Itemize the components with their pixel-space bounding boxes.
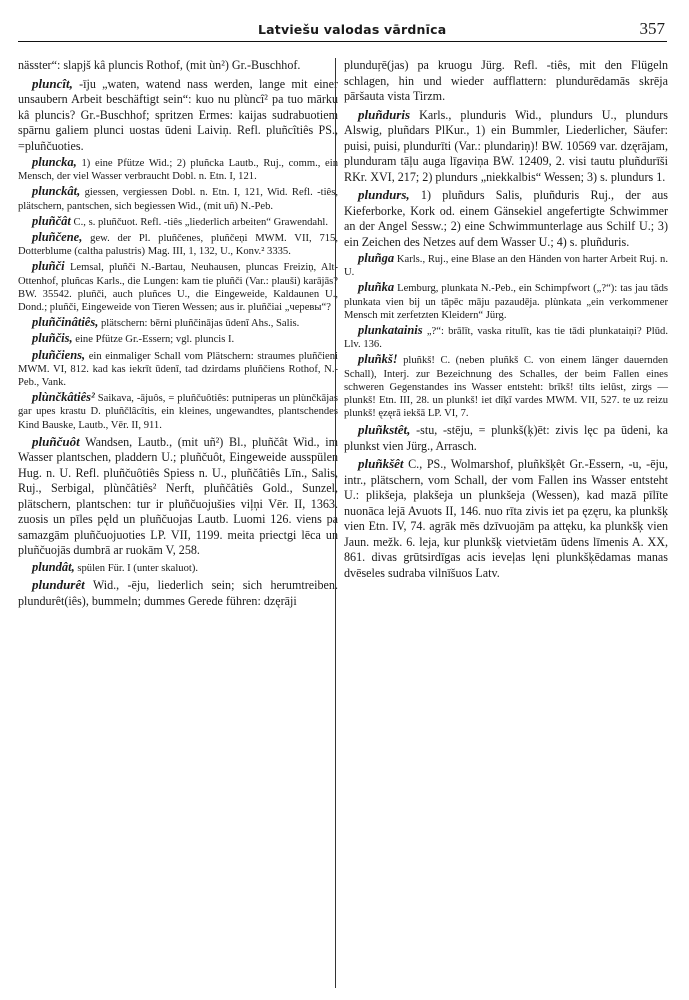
entry-headword: plunkatainis xyxy=(358,323,423,338)
entry-headword: plundât, xyxy=(32,559,75,574)
dictionary-entry xyxy=(18,260,338,314)
entry-definition: ein einmaliger Schall vom Plätschern: straumes pluñčieni MWM. VI, 812. kad kas iekrīt ūdenī, tad dzirdams pluñčiens Rothof, N.-Peb., Vank. xyxy=(18,350,338,389)
dictionary-entry xyxy=(18,434,338,559)
entry-headword: pluncît, xyxy=(32,75,73,91)
entry-definition: Lemburg, plunkata N.-Peb., ein Schimpfwort („?“): tas jau tāds plunkata vien bij un tāpēc māju pazaudēja. plùnkata „ein verkommener Mensch mit zerfetzten Kleidern“ Jürg. xyxy=(344,283,668,321)
dictionary-entry xyxy=(344,281,668,322)
entry-headword: pluñčuôt xyxy=(32,433,80,449)
entry-definition: -īju „waten, watend nass werden, lange mit einer unsaubern Arbeit beschäftigt sein“: kuo nu plùncî² pa tuo mārku kâ pluncis? Gr.-Buschhof; spritzen Ermes: kaijas sudrabuotiem spārnu galiem plunci uostas ūdeni Laiviņ. Refl. pluñcîtiês PS., =pluñčuoties. xyxy=(18,76,338,153)
dictionary-entry xyxy=(18,577,338,609)
entry-headword: pluñkšêt xyxy=(358,456,404,472)
entry-definition: 1) eine Pfütze Wid.; 2) pluñcka Lautb., Ruj., comm., ein Mensch, der viel Wasser verbraucht Dobl. n. Etn. I, 121. xyxy=(18,158,338,183)
dictionary-entry xyxy=(18,561,338,575)
entry-headword: pluñčât xyxy=(32,213,71,228)
dictionary-entry xyxy=(18,332,338,346)
entry-definition: spülen Für. I (unter skaluot). xyxy=(74,562,199,574)
entry-definition: nässter“: slapjš kâ pluncis Rothof, (mit ùn²) Gr.-Buschhof. xyxy=(18,58,301,72)
entry-definition: plunduŗē(jas) pa kruogu Jürg. Refl. -tiês, mit den Flügeln schlagen, hin und wieder aufflattern: plundurēdamās skrēja pāršauta vista Tirzm. xyxy=(344,58,668,103)
dictionary-entry xyxy=(18,349,338,390)
entry-headword: pluñčinâtiês, xyxy=(32,315,99,330)
dictionary-entry xyxy=(18,185,338,212)
dictionary-entry xyxy=(18,58,338,74)
header-rule xyxy=(18,41,667,42)
entry-headword: plundurs, xyxy=(358,187,410,202)
page-number: 357 xyxy=(639,19,665,38)
right-column xyxy=(344,58,668,583)
entry-headword: plunckât, xyxy=(32,184,81,199)
dictionary-entry xyxy=(344,252,668,279)
entry-headword: plùnčkâtiês² xyxy=(32,390,95,405)
dictionary-entry xyxy=(344,353,668,420)
entry-definition: -stu, -stēju, = plunkš(ķ)ēt: zivis lęc pa ūdeni, ka plunkst vien Jürg., Arrasch. xyxy=(344,423,668,453)
dictionary-entry xyxy=(18,156,338,183)
entry-definition: Lemsal, pluñči N.-Bartau, Neuhausen, pluncas Freiziņ, Alt-Ottenhof, pluñcas Karls., die Lungen: kam tie pluñči (Var.: plauši) karājās? BW. 35542. pluñči, auch pluñces U., die Eingeweide, Kaldaunen U., Dond.; pluñči, Eingeweide von Tieren Wessen; aus ir. pluñčiai „черевы“? xyxy=(18,262,338,314)
entry-headword: plundurêt xyxy=(32,577,85,593)
dictionary-entry xyxy=(344,422,668,454)
entry-definition: C., PS., Wolmarshof, pluñkšķêt Gr.-Essern, -u, -ēju, intr., plätschern, vom Schall, der vom Fallen ins Wasser entsteht U.: plikšeja, plakšeja un plunkšeja (Wessen), kad mazā pīlīte nuonāca lejā Avuots II, 146. nuo rīta zivis iet pa ęzęru, ka plunkšķ vien Etn. IV, 74. agrāk mēs dzīvuojām pa attęku, ka plunkšķ vien Jaun. mežk. 6. leja, kur plunkšķ vietvietām ūdens līmenis A. XX, 861. divas grūtsirdīgas acis ieveļas lęni plunkšķēdamas manas dvēseles sudraba vilnīšuos Latv. xyxy=(344,457,668,580)
entry-definition: „?“: brālīt, vaska ritulīt, kas tie tādi plunkataiņi? Plūd. Llv. 136. xyxy=(344,326,668,351)
running-title: Latviešu valodas vārdnīca xyxy=(258,22,447,37)
dictionary-entry xyxy=(18,391,338,432)
dictionary-entry xyxy=(18,76,338,155)
entry-headword: pluñduris xyxy=(358,106,411,122)
dictionary-entry xyxy=(344,187,668,250)
dictionary-entry xyxy=(344,58,668,105)
entry-definition: Wandsen, Lautb., (mit uñ²) Bl., pluñčât Wid., im Wasser plantschen, pladdern U.; pluñčuôt, Eingeweide ausspülen Hug. n. U. Refl. pluñčuôtiês Spiess n. U., pluñčâtiês Līn., Salis, Ruj., Serbigal, plùnčâtiês² Nerft, pluñčâtiês Gold., Sunzel, plätschern, plantschen: tur ir pluñčuojušies viļņi Vēr. II, 1363. zuosis un pīles pęld un pluñčuojas Lautb. Luomi 126. viens pa samazgām pluñčuojuoties LP. VII, 1199. meita priectgi lēca un pluñčuojās dumbrā ar ruokām V, 258. xyxy=(18,434,338,558)
dictionary-entry xyxy=(344,107,668,186)
dictionary-entry xyxy=(344,324,668,351)
entry-headword: pluncka, xyxy=(32,155,77,169)
left-column xyxy=(18,58,338,611)
entry-headword: pluñčis, xyxy=(32,331,73,346)
entry-definition: C., s. pluñčuot. Refl. -tiês „liederlich arbeiten“ Grawendahl. xyxy=(70,216,329,228)
entry-definition: giessen, vergiessen Dobl. n. Etn. I, 121, Wid. Refl. -tiês, plätschern, pantschen, sich begiessen Wid., (mit uñ) N.-Peb. xyxy=(18,187,338,212)
dictionary-entry xyxy=(344,456,668,581)
entry-headword: pluñkš! xyxy=(358,352,398,367)
entry-definition: Saikava, -ājuôs, = pluñčuôtiês: putniperas un plùnčkājas gar upes krastu D. pluñčlâcîtis, ein kleines, ungewandtes, plantschendes Kind Bauske, Lautb., Vēr. II, 911. xyxy=(18,393,338,431)
dictionary-entry xyxy=(18,215,338,229)
column-divider xyxy=(335,58,336,988)
entry-headword: pluñkstêt, xyxy=(358,422,411,438)
page-header xyxy=(0,0,689,44)
entry-definition: Karls., Ruj., eine Blase an den Händen von harter Arbeit Ruj. n. U. xyxy=(344,254,668,279)
entry-definition: plätschern: bērni pluñčinājas ūdenī Ahs., Salis. xyxy=(98,318,300,330)
dictionary-entry xyxy=(18,231,338,258)
entry-headword: pluñči xyxy=(32,259,65,274)
entry-definition: pluñkš! C. (neben pluñkš C. von einem länger dauernden Schall), Interj. zur Bezeichnung des Schalles, der beim Fallen eines schweren Gegenstandes ins Wasser entsteht: brīkš! tilts ielūst, zirgs — plunkš! Etn. III, 28. un plunkš! iet dīķī vardes MWM. VII, 527. te uz reizu plunkš! ęzęrā iekšā LP. VI, 7. xyxy=(344,355,668,420)
entry-definition: gew. der Pl. pluñčenes, pluñčeņi MWM. VII, 715, Dotterblume (caltha palustris) Mag. III, 1, 132, U., Konv.² 3335. xyxy=(18,233,338,258)
entry-headword: pluñka xyxy=(358,280,395,295)
entry-definition: eine Pfütze Gr.-Essern; vgl. pluncis I. xyxy=(72,334,235,346)
entry-definition: 1) pluñdurs Salis, pluñduris Ruj., der aus Kieferborke, Kork od. einem Gänsekiel angefertigte Schwimmer an der Angel Sessw.; 2) eine Schwimmunterlage aus Schilf U.; 3) ein Zeichen des Netzes auf dem Wasser U.; 4) s. pluñduris. xyxy=(344,188,668,249)
dictionary-entry xyxy=(18,316,338,330)
entry-headword: pluñga xyxy=(358,251,395,265)
entry-headword: pluñčene, xyxy=(32,230,83,245)
entry-headword: pluñčiens, xyxy=(32,347,86,362)
entry-definition: Karls., plunduris Wid., plundurs U., plundurs Alswig, pluñdars PlKur., 1) ein Bummler, Liederlicher, Säufer: puisi, puisi, plundurīti (Var.: plundariņ)! BW. 10569 var. dzęrājam, plunduram tāļu auga līgaviņa BW. 12409, 2. visi tautu pluñdurīši RKr. XVI, 217; 2) plundurs „niekkalbis“ Wessen; 3) s. plundurs 1. xyxy=(344,107,668,184)
entry-definition: Wid., -ēju, liederlich sein; sich herumtreiben. plundurêt(iês), bummeln; dummes Gerede führen: dzęrāji xyxy=(18,578,338,608)
